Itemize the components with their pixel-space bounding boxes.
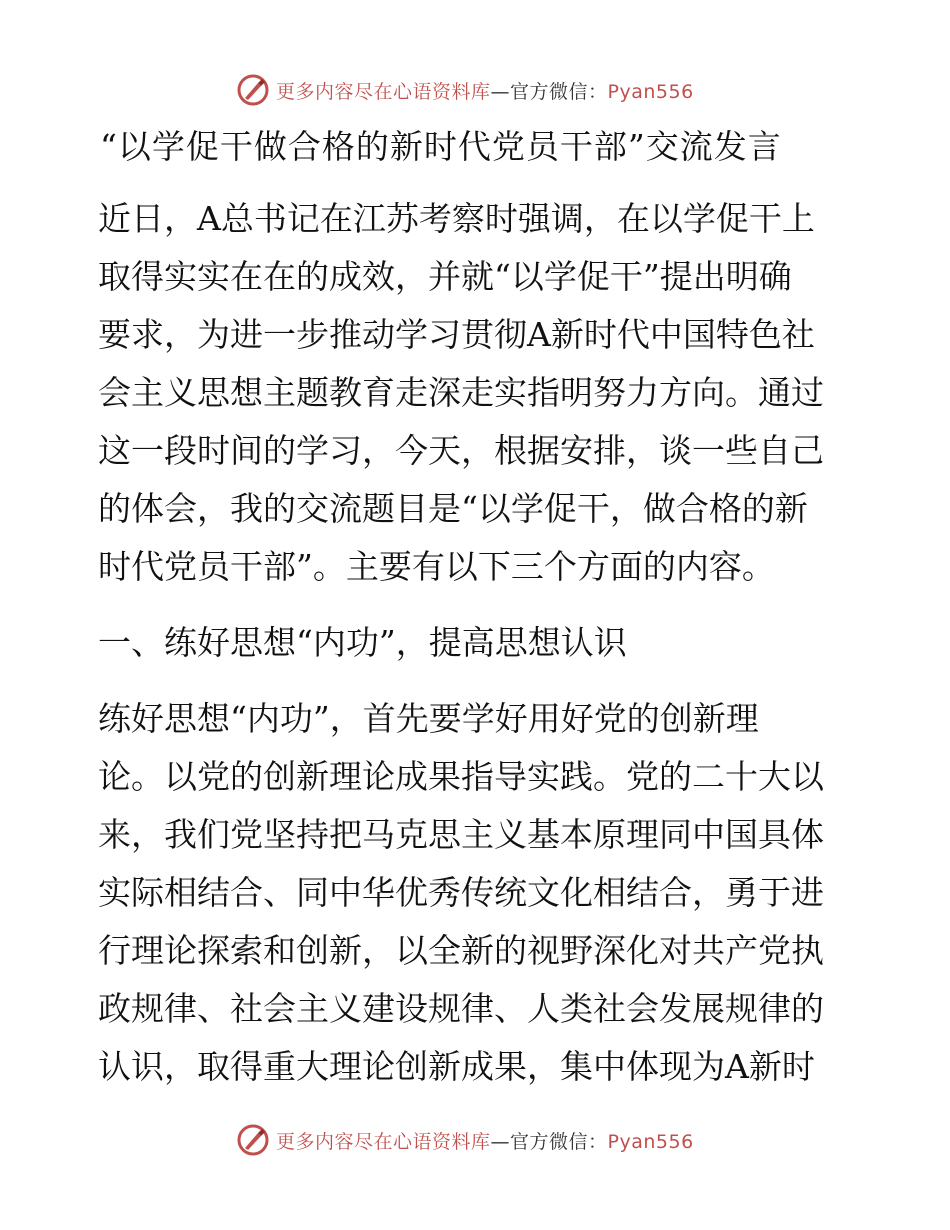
- watermark-account: Pyan556: [607, 80, 694, 103]
- footer-watermark: [236, 1120, 756, 1160]
- watermark-official: 官方微信：: [510, 80, 608, 103]
- watermark-separator: —: [490, 80, 511, 103]
- watermark-separator: —: [490, 1130, 511, 1153]
- section-heading: 一、练好思想“内功”，提高思想认识: [98, 623, 627, 662]
- body-line: 认识，取得重大理论创新成果，集中体现为A新时: [98, 1047, 815, 1086]
- body-line: 要求，为进一步推动学习贯彻A新时代中国特色社: [98, 315, 815, 354]
- body-line: 论。以党的创新理论成果指导实践。党的二十大以: [98, 757, 824, 796]
- body-line: 这一段时间的学习，今天，根据安排，谈一些自己: [98, 431, 824, 470]
- body-line: 政规律、社会主义建设规律、人类社会发展规律的: [98, 989, 824, 1028]
- body-line: 练好思想“内功”，首先要学好用好党的创新理: [98, 699, 759, 738]
- watermark-text: [276, 1127, 694, 1154]
- body-line: 取得实实在在的成效，并就“以学促干”提出明确: [98, 257, 792, 296]
- watermark-account: Pyan556: [607, 1130, 694, 1153]
- watermark-main: 更多内容尽在心语资料库: [276, 80, 491, 103]
- watermark-text: [276, 77, 694, 104]
- body-line: 实际相结合、同中华优秀传统文化相结合，勇于进: [98, 873, 824, 912]
- body-line: 行理论探索和创新，以全新的视野深化对共产党执: [98, 931, 824, 970]
- header-watermark: [236, 70, 756, 110]
- watermark-official: 官方微信：: [510, 1130, 608, 1153]
- pen-logo-icon: [236, 1123, 270, 1157]
- body-line: 来，我们党坚持把马克思主义基本原理同中国具体: [98, 815, 824, 854]
- body-line: 近日，A总书记在江苏考察时强调，在以学促干上: [98, 199, 815, 238]
- document-title: “以学促干做合格的新时代党员干部”交流发言: [100, 127, 782, 166]
- body-line: 的体会，我的交流题目是“以学促干，做合格的新: [98, 489, 808, 528]
- pen-logo-icon: [236, 73, 270, 107]
- body-line: 会主义思想主题教育走深走实指明努力方向。通过: [98, 373, 824, 412]
- body-line: 时代党员干部”。主要有以下三个方面的内容。: [98, 547, 775, 586]
- watermark-main: 更多内容尽在心语资料库: [276, 1130, 491, 1153]
